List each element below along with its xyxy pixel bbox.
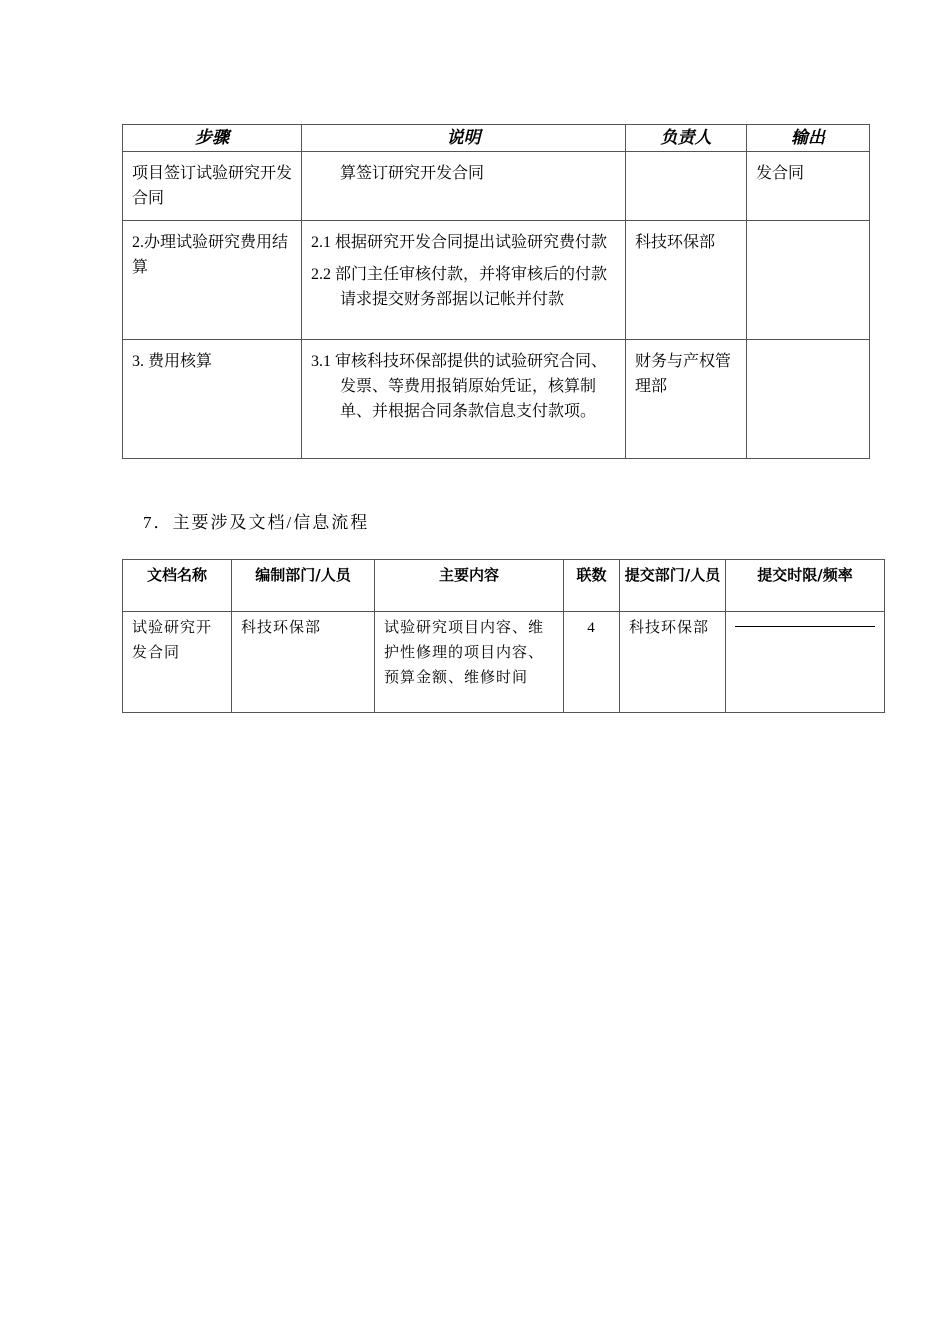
- item-number: 2.2: [311, 266, 331, 283]
- owner-cell: 科技环保部: [626, 221, 747, 340]
- submit-dept-cell: 科技环保部: [620, 612, 726, 713]
- item-text: 审核科技环保部提供的试验研究合同、发票、等费用报销原始凭证，核算制单、并根据合同条款信息支付款项。: [335, 353, 608, 420]
- deadline-cell: [726, 612, 885, 713]
- header-owner: 负责人: [626, 125, 747, 152]
- copies-cell: 4: [564, 612, 620, 713]
- doc-name-cell: 试验研究开发合同: [123, 612, 232, 713]
- description-item: [311, 349, 617, 424]
- header-output: 输出: [747, 125, 870, 152]
- docs-header-row: [123, 560, 885, 612]
- description-cell: [302, 221, 626, 340]
- header-copies: 联数: [564, 560, 620, 612]
- step-cell: 项目签订试验研究开发合同: [123, 152, 302, 221]
- section-heading: 7．主要涉及文档/信息流程: [143, 513, 370, 532]
- output-cell: [747, 340, 870, 459]
- header-step: 步骤: [123, 125, 302, 152]
- owner-cell: [626, 152, 747, 221]
- prepared-by-cell: 科技环保部: [232, 612, 375, 713]
- step-cell: 3. 费用核算: [123, 340, 302, 459]
- item-number: 2.1: [311, 234, 331, 251]
- deadline-blank-line: [735, 626, 875, 627]
- header-prepared-by: 编制部门/人员: [232, 560, 375, 612]
- process-steps-table: [122, 124, 870, 459]
- description-cell: [302, 152, 626, 221]
- steps-header-row: [123, 125, 870, 152]
- header-submit-dept: 提交部门/人员: [620, 560, 726, 612]
- output-cell: 发合同: [747, 152, 870, 221]
- table-row: [123, 612, 885, 713]
- description-cell: [302, 340, 626, 459]
- item-text: 根据研究开发合同提出试验研究费付款: [335, 234, 608, 251]
- output-cell: [747, 221, 870, 340]
- header-doc-name: 文档名称: [123, 560, 232, 612]
- owner-cell: 财务与产权管理部: [626, 340, 747, 459]
- step-cell: 2.办理试验研究费用结算: [123, 221, 302, 340]
- item-number: 3.1: [311, 353, 331, 370]
- description-item: [311, 230, 617, 255]
- description-text: 算签订研究开发合同: [340, 165, 485, 182]
- description-item: [311, 262, 617, 312]
- header-main-content: 主要内容: [375, 560, 564, 612]
- header-deadline: 提交时限/频率: [726, 560, 885, 612]
- documents-table: [122, 559, 885, 713]
- header-description: 说明: [302, 125, 626, 152]
- table-row: [123, 340, 870, 459]
- item-text: 部门主任审核付款，并将审核后的付款请求提交财务部据以记帐并付款: [335, 266, 608, 308]
- table-row: [123, 221, 870, 340]
- table-row: [123, 152, 870, 221]
- main-content-cell: 试验研究项目内容、维护性修理的项目内容、预算金额、维修时间: [375, 612, 564, 713]
